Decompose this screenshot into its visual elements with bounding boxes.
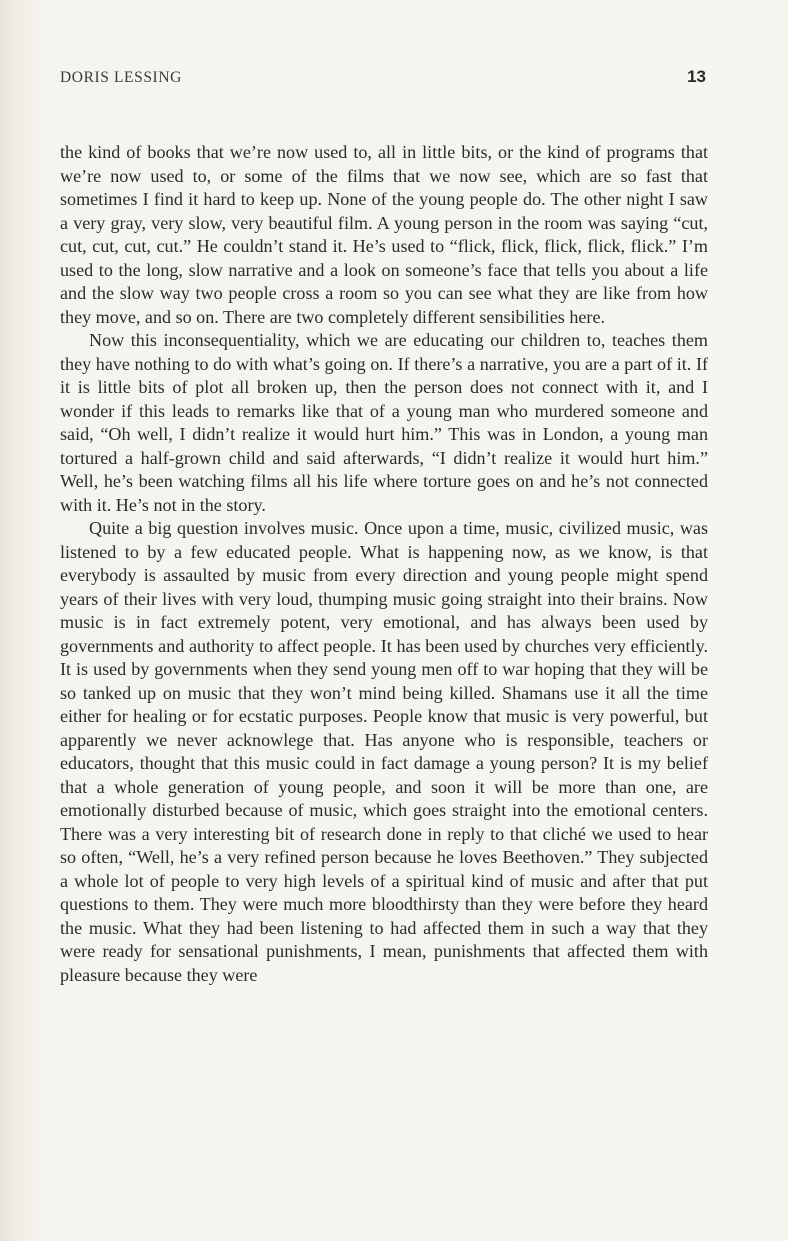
paragraph-continued: the kind of books that we’re now used to, all in little bits, or the kind of programs that we’re now used to, or some of the films that we now see, which are so fast that sometimes I find it hard to keep up. None of the young people do. The other night I saw a very gray, very slow, very beautiful film. A young person in the room was saying “cut, cut, cut, cut, cut.” He couldn’t stand it. He’s used to “flick, flick, flick, flick, flick.” I’m used to the long, slow narrative and a look on someone’s face that tells you about a life and the slow way two people cross a room so you can see what they are like from how they move, and so on. There are two completely different sensibilities here.: [60, 142, 708, 327]
paragraph-music: Quite a big question involves music. Once upon a time, music, civilized music, was listened to by a few educated people. What is happening now, as we know, is that everybody is assaulted by music from every direction and young people might spend years of their lives with very loud, thumping music going straight into their brains. Now music is in fact extremely potent, very emotional, and has always been used by governments and authority to affect people. It has been used by churches very efficiently. It is used by governments when they send young men off to war hoping that they will be so tanked up on music that they won’t mind being killed. Shamans use it all the time either for healing or for ecstatic purposes. People know that music is very powerful, but apparently we never acknowlege that. Has anyone who is responsible, teachers or educators, thought that this music could in fact damage a young person? It is my belief that a whole generation of young people, and soon it will be more than one, are emotionally disturbed because of music, which goes straight into the emotional centers. There was a very interesting bit of research done in reply to that cliché we used to hear so often, “Well, he’s a very refined person because he loves Beethoven.” They subjected a whole lot of people to very high levels of a spiritual kind of music and after that put questions to them. They were much more bloodthirsty than they were before they heard the music. What they had been listening to had affected them in such a way that they were ready for sensational punishments, I mean, punishments that affected them with pleasure because they were: [60, 518, 708, 985]
body-text: [60, 141, 708, 987]
page-number: 13: [687, 67, 706, 86]
running-head-author: DORIS LESSING: [60, 69, 182, 86]
paragraph-inconsequentiality: Now this inconsequentiality, which we are educating our children to, teaches them they have nothing to do with what’s going on. If there’s a narrative, you are a part of it. If it is little bits of plot all broken up, then the person does not connect with it, and I wonder if this leads to remarks like that of a young man who murdered someone and said, “Oh well, I didn’t realize it would hurt him.” This was in London, a young man tortured a half-grown child and said afterwards, “I didn’t realize it would hurt him.” Well, he’s been watching films all his life where torture goes on and he’s not connected with it. He’s not in the story.: [60, 330, 708, 515]
